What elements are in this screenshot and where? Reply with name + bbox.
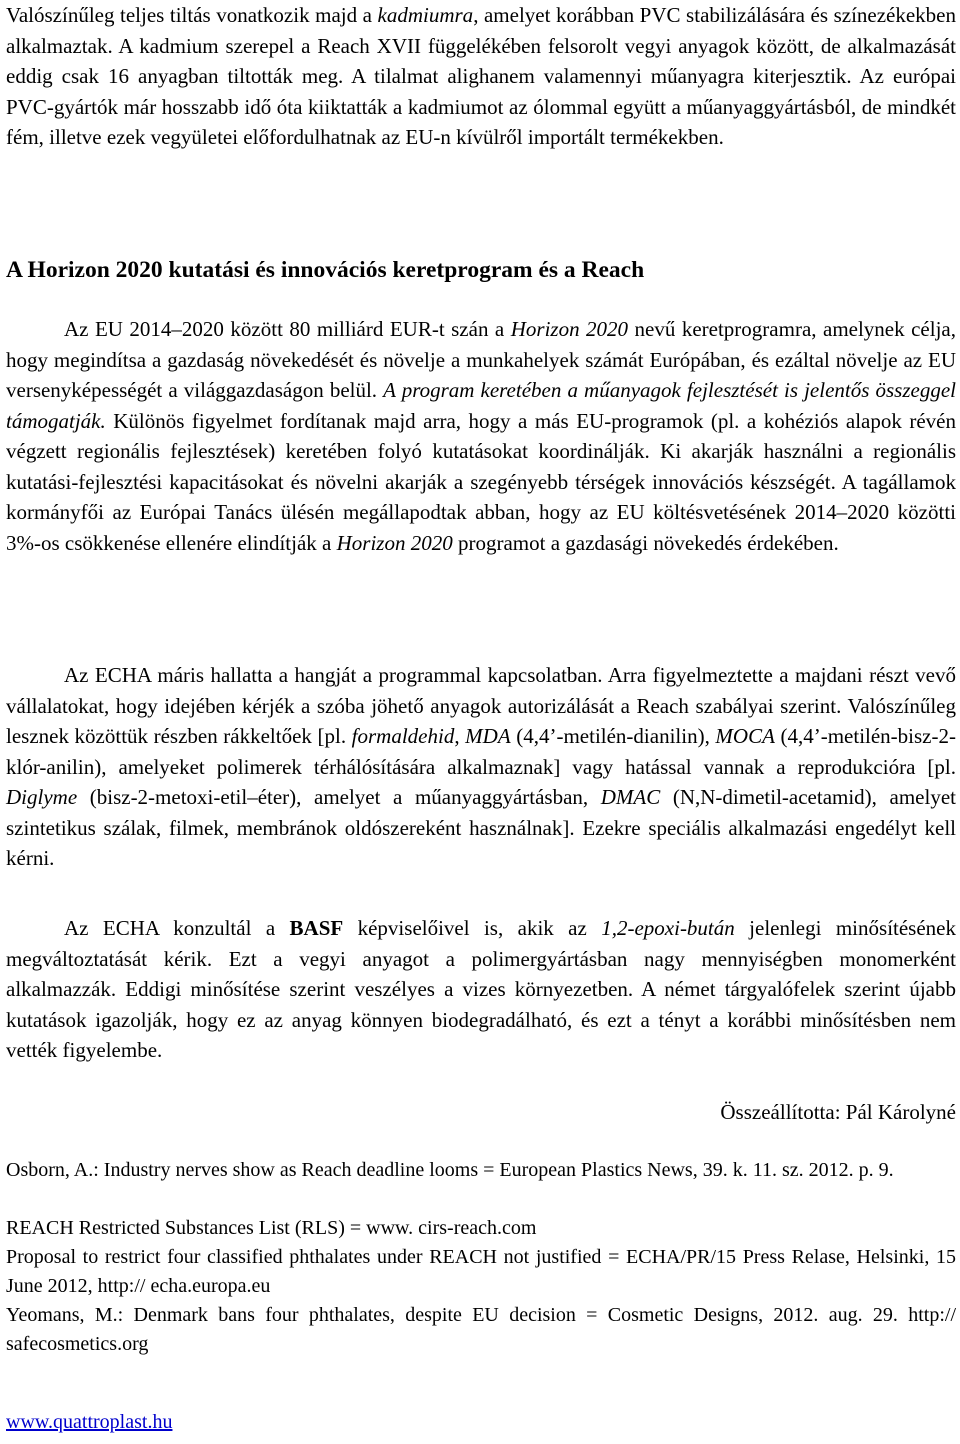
intro-paragraph — [6, 0, 956, 153]
term-horizon-2020: Horizon 2020 — [510, 317, 629, 341]
term-epoxi-butan: 1,2-epoxi-bután — [601, 916, 735, 940]
term-formaldehid: formaldehid — [351, 724, 455, 748]
text-run: nevű keretprogramra, amelynek célja, hogy megindítsa a gazdaság növekedését és növelje a munkahelyek számát Európában, és ezáltal növelje az EU versenyképességét a világgazdaságon belül. — [6, 317, 956, 402]
text-run: (4,4’-metilén-bisz-2-klór-anilin), amelyeket polimerek térhálósítására alkalmaznak] vagy hatással vannak a reprodukcióra [pl. — [6, 724, 956, 779]
basf-paragraph — [6, 913, 956, 1066]
reference-item: Yeomans, M.: Denmark bans four phthalates, despite EU decision = Cosmetic Designs, 2012. aug. 29. http:// safecosmetics.org — [6, 1304, 956, 1355]
term-moca: MOCA — [715, 724, 775, 748]
term-horizon-2020: Horizon 2020 — [336, 530, 453, 555]
term-diglyme: Diglyme — [6, 785, 78, 809]
text-run: Különös figyelmet fordítanak majd arra, hogy a más EU-programok (pl. a kohéziós alapok révén végzett regionális fejlesztések) keretében folyó kutatásokat koordinálják. Ki akarják használni a regionális kutatási-fejlesztési kapacitásokat és növelni akarják a szegényebb térségek innovációs készségét. A tagállamok kormányfői az Európai Tanács ülésén megállapodtak abban, hogy az EU költésvetésének 2014–2020 közötti 3%-os csökkenése ellenére elindítják a — [6, 408, 956, 555]
term-mda: MDA — [465, 724, 511, 748]
text-run: programot a gazdasági növekedés érdekében. — [452, 530, 839, 555]
horizon-paragraph — [6, 314, 956, 558]
reference-item: Proposal to restrict four classified phthalates under REACH not justified = ECHA/PR/15 Press Relase, Helsinki, 15 June 2012, http:// echa.europa.eu — [6, 1246, 956, 1297]
text-run: Valószínűleg teljes tiltás vonatkozik majd a — [6, 3, 378, 27]
reference-item: Osborn, A.: Industry nerves show as Reach deadline looms = European Plastics News, 39. k. 11. sz. 2012. p. 9. — [6, 1159, 894, 1181]
term-kadmium: kadmiumra — [377, 3, 474, 27]
italic-sentence: A program keretében a műanyagok fejlesztését is jelentős összeggel támogatják. — [6, 378, 957, 433]
website-link[interactable]: www.quattroplast.hu — [6, 1411, 173, 1433]
text-run: Az ECHA konzultál a — [64, 916, 290, 940]
text-run: (bisz-2-metoxi-etil–éter), amelyet a műanyaggyártásban, — [77, 785, 601, 809]
compiler-credit: Összeállította: Pál Károlyné — [720, 1100, 956, 1124]
term-dmac: DMAC — [600, 785, 661, 809]
text-run: (4,4’-metilén-dianilin), — [510, 724, 716, 748]
reference-item: REACH Restricted Substances List (RLS) = www. cirs-reach.com — [6, 1217, 537, 1239]
text-run: képviselőivel is, akik az — [343, 916, 602, 940]
text-run: Az EU 2014–2020 között 80 milliárd EUR-t szán a — [64, 317, 511, 341]
echa-paragraph — [6, 660, 956, 874]
text-run: jelenlegi minősítésének megváltoztatását kérik. Ezt a vegyi anyagot a polimergyártásban nagy mennyiségben monomerként alkalmazzák. Eddigi minősítése szerint veszélyes a vizes környezetben. A német tárgyalófelek szerint újabb kutatások igazolják, hogy ez az anyag könnyen biodegradálható, és ezt a tényt a korábbi minősítésben nem vették figyelembe. — [6, 916, 956, 1062]
term-basf: BASF — [289, 916, 344, 940]
text-run: (N,N-dimetil-acetamid), amelyet szintetikus szálak, filmek, membránok oldószereként használnak]. Ezekre speciális alkalmazási engedélyt kell kérni. — [6, 785, 956, 870]
text-run: Az ECHA máris hallatta a hangját a programmal kapcsolatban. Arra figyelmeztette a majdani részt vevő vállalatokat, hogy idejében kérjék a szóba jöhető anyagok autorizálását a Reach szabályai szerint. Valószínűleg lesznek közöttük részben rákkeltőek [pl. — [6, 663, 956, 748]
text-run: , — [454, 724, 466, 748]
text-run: , amelyet korábban PVC stabilizálására és színezékekben alkalmaztak. A kadmium szerepel a Reach XVII függelékében felsorolt vegyi anyagok között, de alkalmazását eddig csak 16 anyagban tiltották meg. A tilalmat alighanem valamennyi műanyagra kiterjesztik. Az európai PVC-gyártók már hosszabb idő óta kiiktatták a kadmiumot az ólommal együtt a műanyaggyártásból, de mindkét fém, illetve ezek vegyületei előfordulhatnak az EU-n kívülről importált termékekben. — [6, 3, 957, 149]
section-heading: A Horizon 2020 kutatási és innovációs keretprogram és a Reach — [6, 257, 645, 283]
